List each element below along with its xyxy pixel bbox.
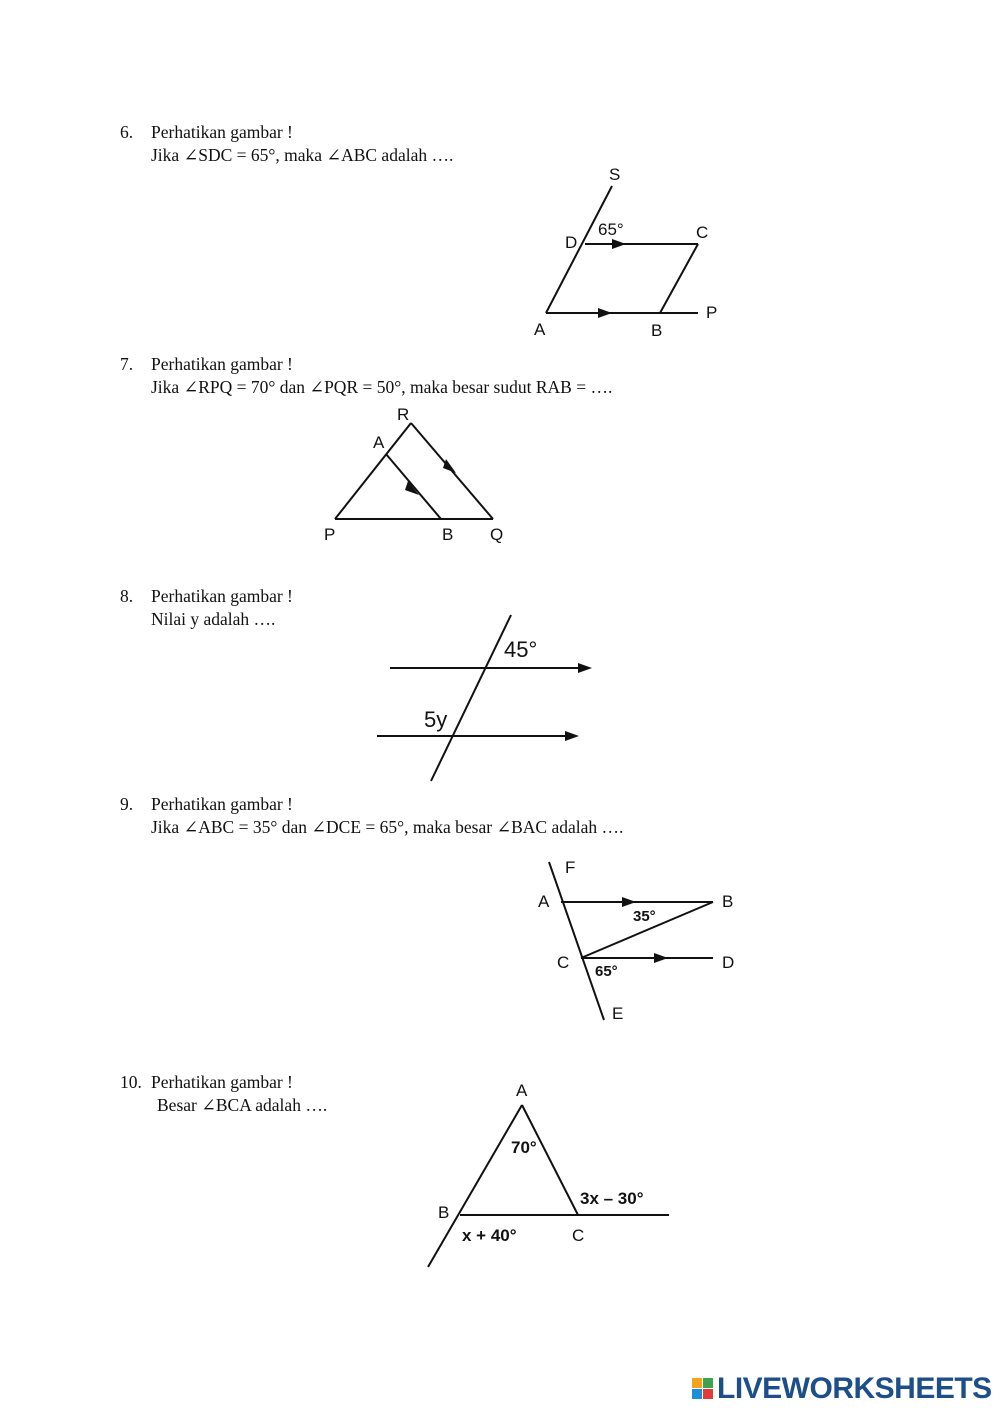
angle-label-b-exterior: x + 40°: [462, 1226, 517, 1245]
question-text: Jika ∠SDC = 65°, maka ∠ABC adalah ….: [151, 145, 454, 165]
question-number: 6.: [120, 122, 134, 142]
point-label-b: B: [438, 1203, 450, 1222]
point-label-c: C: [557, 953, 570, 972]
question-text: Nilai y adalah ….: [151, 609, 276, 629]
logo-square: [692, 1389, 702, 1399]
point-label-a: A: [373, 433, 385, 452]
point-label-b: B: [442, 525, 454, 544]
transversal-line: [431, 615, 511, 781]
question-text: Jika ∠RPQ = 70° dan ∠PQR = 50°, maka besar sudut RAB = ….: [151, 377, 613, 397]
question-number: 9.: [120, 794, 134, 814]
logo-square: [703, 1389, 713, 1399]
liveworksheets-logo-icon: [692, 1378, 714, 1400]
point-label-c: C: [696, 223, 709, 242]
figure-8: [377, 615, 592, 781]
logo-square: [692, 1378, 702, 1388]
angle-label-b: 35°: [633, 908, 656, 925]
parallel-arrow-icon: [405, 481, 419, 495]
question-title: Perhatikan gambar !: [151, 354, 293, 374]
logo-square: [703, 1378, 713, 1388]
parallel-arrow-icon: [622, 897, 636, 907]
arrow-icon: [565, 731, 579, 741]
point-label-b: B: [722, 892, 734, 911]
line-ac: [522, 1105, 578, 1215]
line-ab: [386, 454, 441, 519]
figure-6: [534, 165, 717, 340]
parallel-arrow-icon: [654, 953, 668, 963]
question-title: Perhatikan gambar !: [151, 586, 293, 606]
point-label-s: S: [609, 165, 621, 184]
line-cb: [660, 244, 698, 313]
question-text: Besar ∠BCA adalah ….: [157, 1095, 328, 1115]
angle-label-bottom: 5y: [424, 707, 448, 732]
point-label-e: E: [612, 1004, 624, 1023]
angle-label-c: 65°: [595, 963, 618, 980]
question-number: 8.: [120, 586, 134, 606]
question-text: Jika ∠ABC = 35° dan ∠DCE = 65°, maka besar ∠BAC adalah ….: [151, 817, 624, 837]
angle-label-top: 45°: [504, 637, 538, 662]
angle-label-c-exterior: 3x – 30°: [580, 1189, 644, 1208]
point-label-b: B: [651, 321, 663, 340]
point-label-c: C: [572, 1226, 585, 1245]
point-label-a: A: [538, 892, 550, 911]
angle-label-a: 70°: [511, 1138, 537, 1157]
figure-7: [324, 405, 503, 544]
angle-label: 65°: [598, 220, 624, 239]
point-label-d: D: [565, 233, 578, 252]
point-label-p: P: [324, 525, 336, 544]
parallel-arrow-icon: [598, 308, 612, 318]
point-label-a: A: [516, 1081, 528, 1100]
figure-9: [538, 858, 734, 1023]
point-label-f: F: [565, 858, 576, 877]
parallel-arrow-icon: [443, 459, 456, 473]
question-number: 7.: [120, 354, 134, 374]
transversal-line-fe: [549, 862, 604, 1020]
watermark-text: LIVEWORKSHEETS: [717, 1372, 992, 1405]
point-label-r: R: [397, 405, 410, 424]
point-label-p: P: [706, 303, 718, 322]
point-label-q: Q: [490, 525, 504, 544]
parallel-arrow-icon: [612, 239, 626, 249]
point-label-a: A: [534, 320, 546, 339]
question-number: 10.: [120, 1072, 142, 1092]
point-label-d: D: [722, 953, 735, 972]
question-title: Perhatikan gambar !: [151, 1072, 293, 1092]
line-sda: [546, 186, 612, 313]
question-title: Perhatikan gambar !: [151, 794, 293, 814]
question-title: Perhatikan gambar !: [151, 122, 293, 142]
arrow-icon: [578, 663, 592, 673]
liveworksheets-watermark: [692, 1373, 992, 1405]
figure-10: [428, 1081, 669, 1267]
